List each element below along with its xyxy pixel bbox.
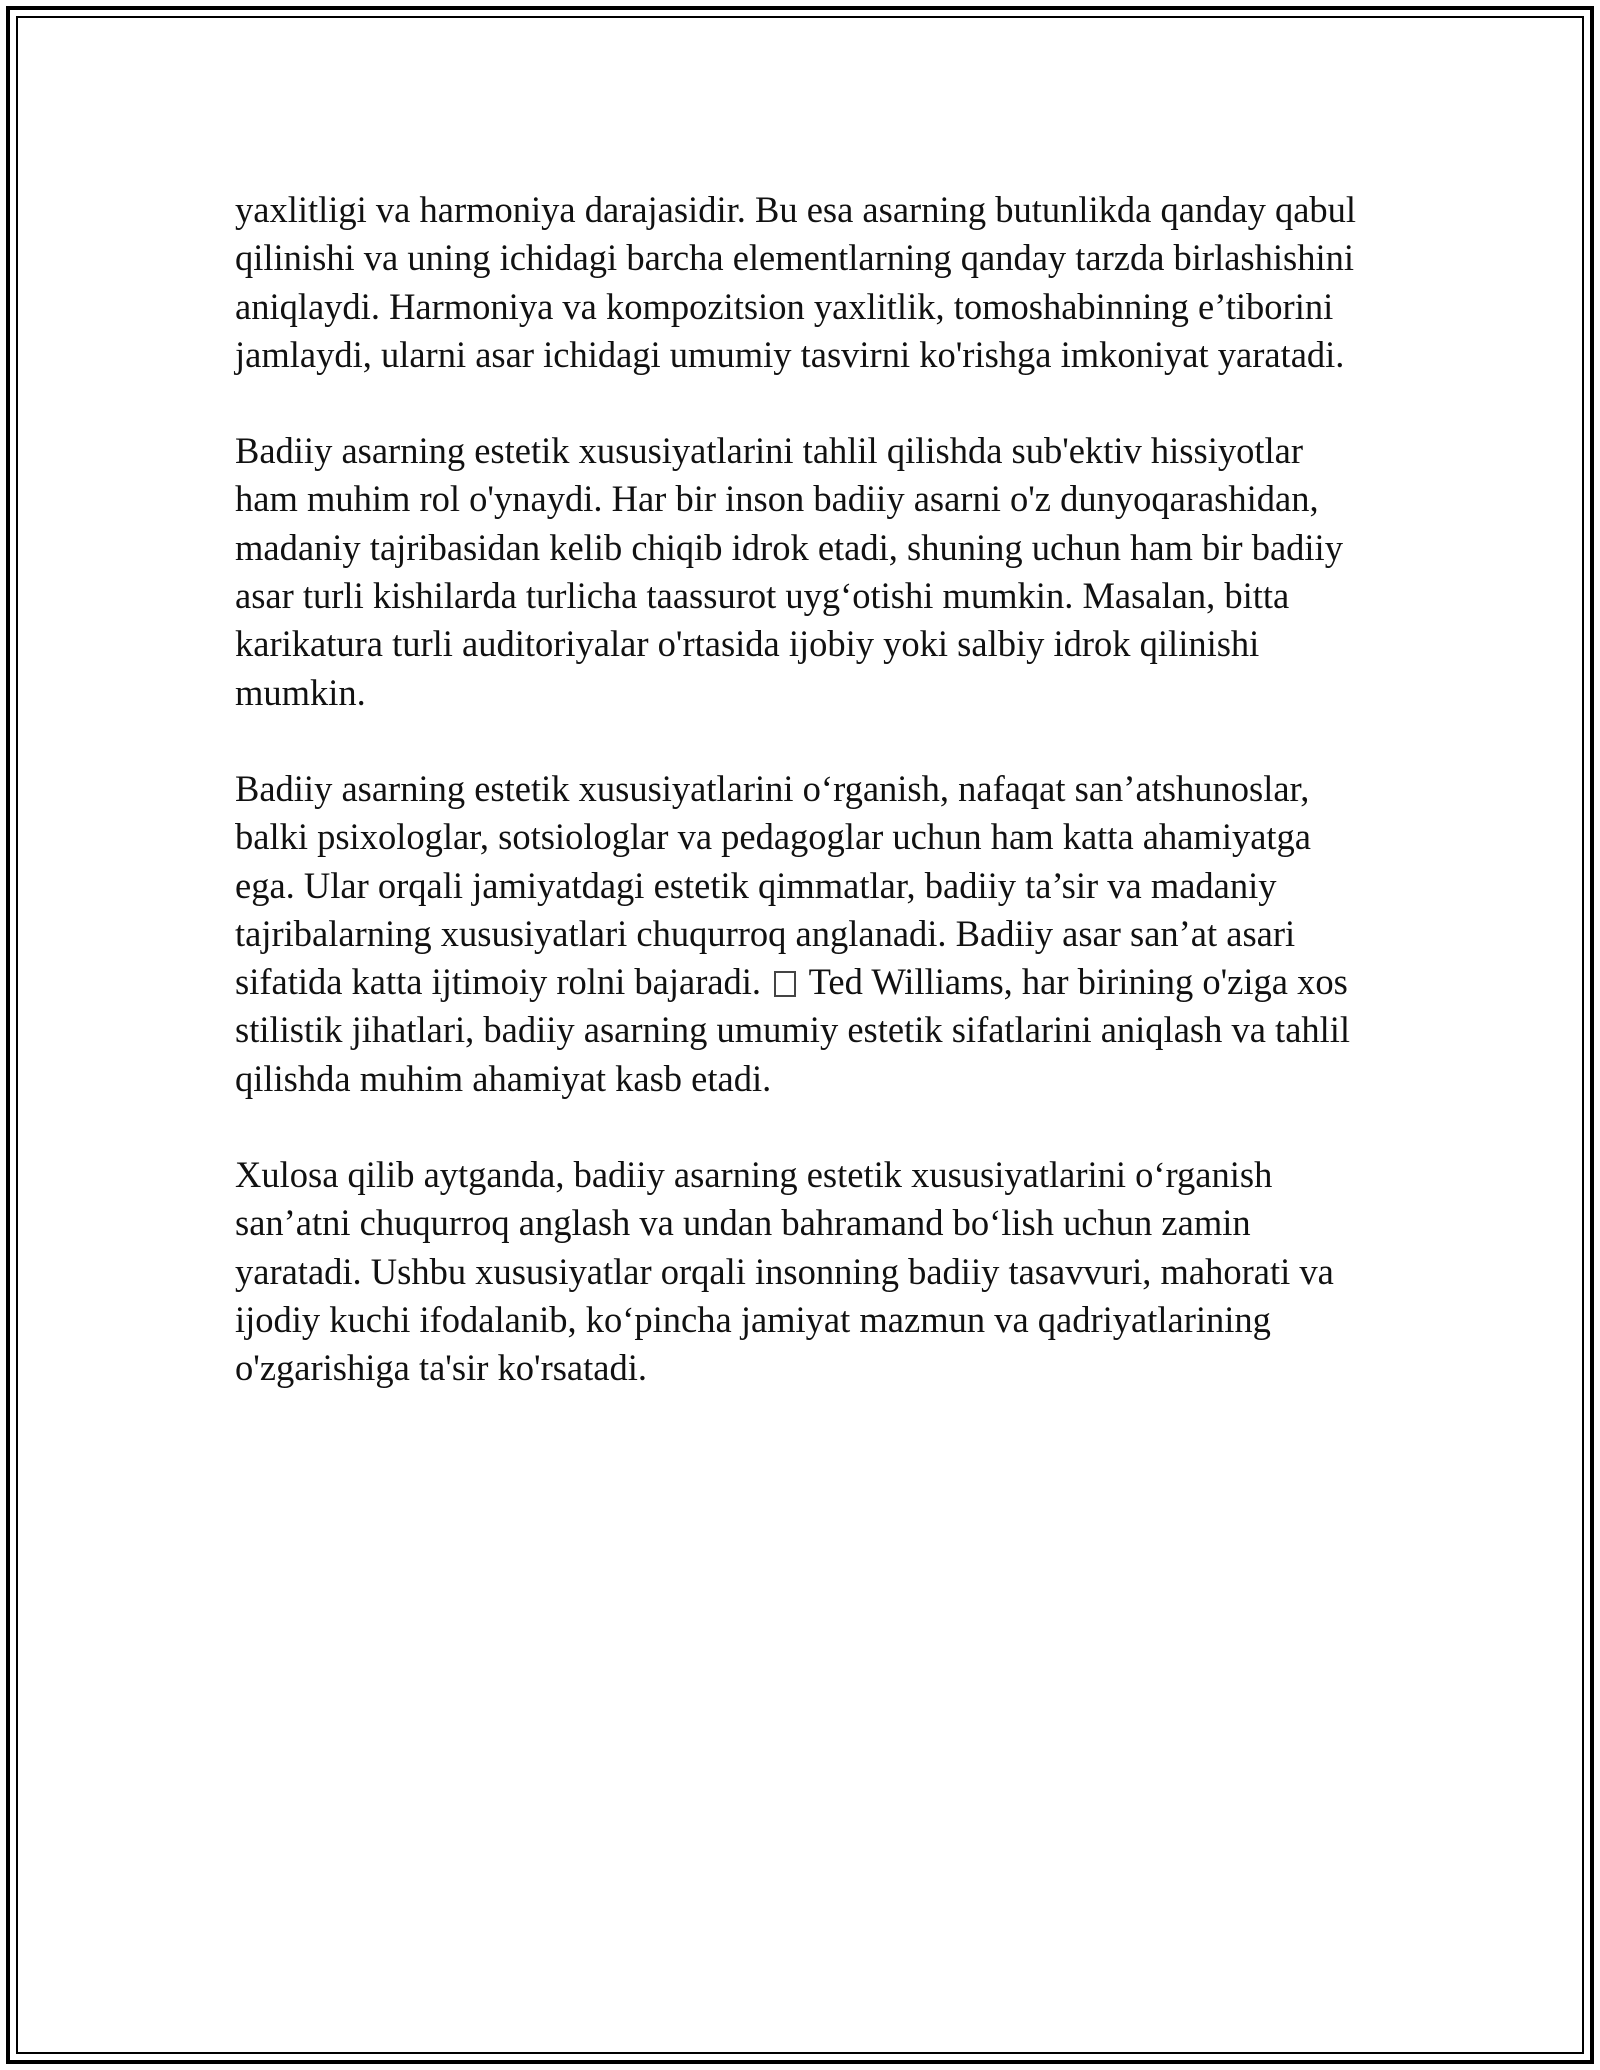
text-line: o'zgarishiga ta'sir ko'rsatadi. xyxy=(235,1347,647,1389)
text-line: ega. Ular orqali jamiyatdagi estetik qimmatlar, badiiy ta’sir va madaniy xyxy=(235,864,1277,906)
text-line: ham muhim rol o'ynaydi. Har bir inson badiiy asarni o'z dunyoqarashidan, xyxy=(235,478,1319,520)
document-body xyxy=(235,186,1365,1441)
text-line: stilistik jihatlari, badiiy asarning umumiy estetik sifatlarini aniqlash va tahlil xyxy=(235,1009,1351,1051)
text-line: madaniy tajribasidan kelib chiqib idrok etadi, shuning uchun ham bir badiiy xyxy=(235,526,1343,568)
text-line: asar turli kishilarda turlicha taassurot uyg‘otishi mumkin. Masalan, bitta xyxy=(235,575,1290,617)
text-line: san’atni chuqurroq anglash va undan bahramand bo‘lish uchun zamin xyxy=(235,1202,1251,1244)
text-segment: sifatida katta ijtimoiy rolni bajaradi. xyxy=(235,961,762,1003)
text-line: Badiiy asarning estetik xususiyatlarini o‘rganish, nafaqat san’atshunoslar, xyxy=(235,767,1310,809)
paragraph-2 xyxy=(235,427,1365,717)
text-line: mumkin. xyxy=(235,671,366,713)
text-line: tajribalarning xususiyatlari chuqurroq anglanadi. Badiiy asar san’at asari xyxy=(235,912,1296,954)
paragraph-3 xyxy=(235,765,1365,1103)
paragraph-4 xyxy=(235,1151,1365,1392)
text-line: jamlaydi, ularni asar ichidagi umumiy tasvirni ko'rishga imkoniyat yaratadi. xyxy=(235,333,1345,375)
text-line: aniqlaydi. Harmoniya va kompozitsion yaxlitlik, tomoshabinning e’tiborini xyxy=(235,285,1334,327)
text-line: yaxlitligi va harmoniya darajasidir. Bu esa asarning butunlikda qanday qabul xyxy=(235,189,1357,230)
text-line-with-symbol xyxy=(235,958,1365,1006)
text-line: qilishda muhim ahamiyat kasb etadi. xyxy=(235,1057,772,1099)
text-segment: Ted Williams, har birining o'ziga xos xyxy=(808,961,1348,1003)
text-line: Xulosa qilib aytganda, badiiy asarning estetik xususiyatlarini o‘rganish xyxy=(235,1154,1273,1196)
text-line: Badiiy asarning estetik xususiyatlarini tahlil qilishda sub'ektiv hissiyotlar xyxy=(235,430,1303,472)
text-line: yaratadi. Ushbu xususiyatlar orqali insonning badiiy tasavvuri, mahorati va xyxy=(235,1250,1334,1292)
text-line: qilinishi va uning ichidagi barcha elementlarning qanday tarzda birlashishini xyxy=(235,237,1355,279)
text-line: balki psixologlar, sotsiologlar va pedagoglar uchun ham katta ahamiyatga xyxy=(235,816,1312,858)
text-line: karikatura turli auditoriyalar o'rtasida ijobiy yoki salbiy idrok qilinishi xyxy=(235,623,1260,665)
paragraph-1 xyxy=(235,186,1365,379)
missing-glyph-icon xyxy=(774,971,796,997)
text-line: ijodiy kuchi ifodalanib, ko‘pincha jamiyat mazmun va qadriyatlarining xyxy=(235,1298,1271,1340)
